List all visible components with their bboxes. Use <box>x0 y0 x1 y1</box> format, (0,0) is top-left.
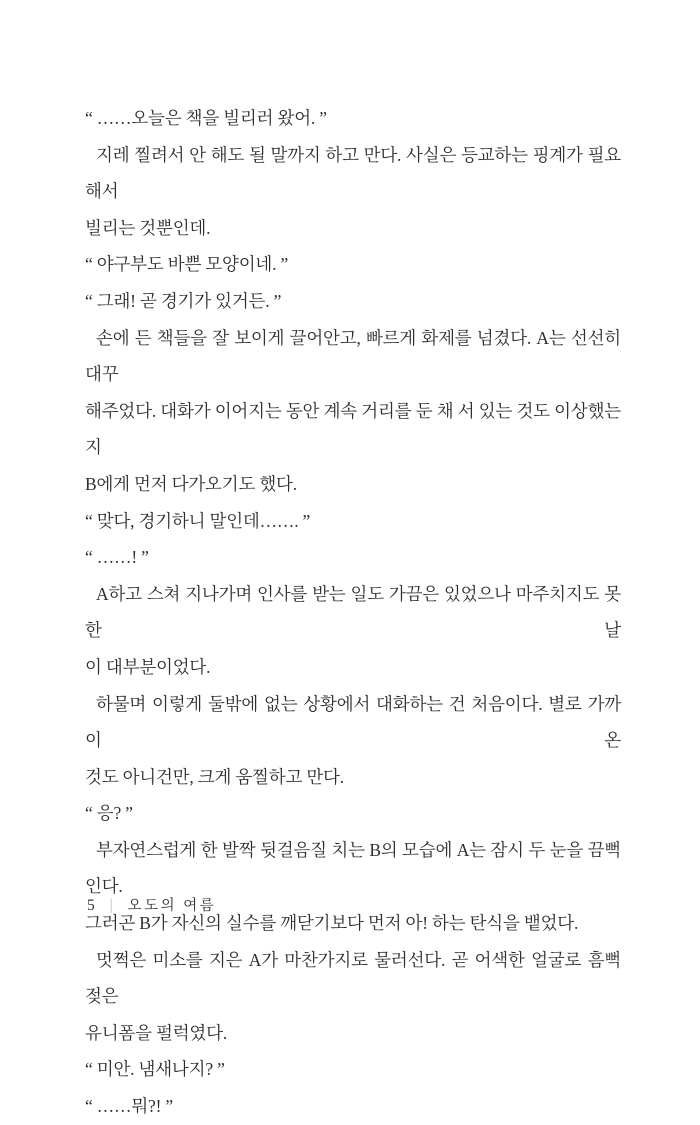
text-line: “ 맞다, 경기하니 말인데……. ” <box>85 510 311 531</box>
text-line: 그러곤 B가 자신의 실수를 깨닫기보다 먼저 아! 하는 탄식을 뱉었다. <box>85 913 579 934</box>
text-line: “ 응? ” <box>85 803 133 824</box>
page-footer <box>87 894 216 918</box>
text-line: A하고 스쳐 지나가며 인사를 받는 일도 가끔은 있었으나 마주치지도 못한 날 <box>85 583 621 641</box>
text-line: 부자연스럽게 한 발짝 뒷걸음질 치는 B의 모습에 A는 잠시 두 눈을 끔뻑인다. <box>85 839 621 897</box>
text-line: “ ……뭐?! ” <box>85 1096 173 1117</box>
text-line: 해주었다. 대화가 이어지는 동안 계속 거리를 둔 채 서 있는 것도 이상했는지 <box>85 400 621 458</box>
text-line: “ ……! ” <box>85 547 149 568</box>
text-line: “ ……오늘은 책을 빌리러 왔어. ” <box>85 108 327 128</box>
footer-separator: | <box>109 897 113 914</box>
page-number: 5 <box>87 897 95 914</box>
text-line: 하물며 이렇게 둘밖에 없는 상황에서 대화하는 건 처음이다. 별로 가까이 온 <box>85 693 621 751</box>
text-block <box>85 100 621 1125</box>
text-line: 손에 든 책들을 잘 보이게 끌어안고, 빠르게 화제를 넘겼다. A는 선선히 대꾸 <box>85 327 621 385</box>
text-line: “ 미안. 냄새나지? ” <box>85 1059 225 1080</box>
text-line: 이 대부분이었다. <box>85 656 211 677</box>
text-line: 멋쩍은 미소를 지은 A가 마찬가지로 물러선다. 곧 어색한 얼굴로 흠뻑 젖은 <box>85 949 621 1007</box>
book-title: 오도의 여름 <box>127 898 217 914</box>
text-line: 지레 찔려서 안 해도 될 말까지 하고 만다. 사실은 등교하는 핑계가 필요해서 <box>85 144 621 202</box>
text-line: B에게 먼저 다가오기도 했다. <box>85 473 297 494</box>
text-line: “ 야구부도 바쁜 모양이네. ” <box>85 254 289 275</box>
text-line: “ 그래! 곧 경기가 있거든. ” <box>85 290 282 311</box>
text-line: 빌리는 것뿐인데. <box>85 217 211 238</box>
text-line: 것도 아니건만, 크게 움찔하고 만다. <box>85 766 344 787</box>
text-line: 유니폼을 펄럭였다. <box>85 1022 227 1043</box>
